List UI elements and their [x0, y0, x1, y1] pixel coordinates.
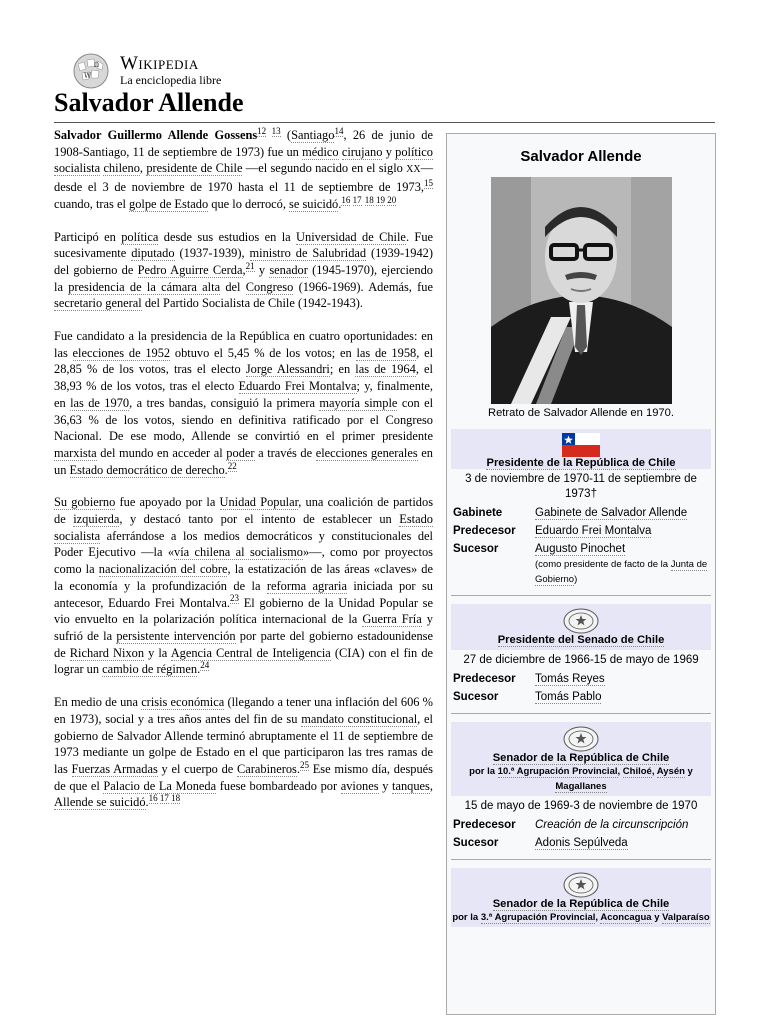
title-divider	[54, 122, 715, 123]
text: (1939-1942) del gobierno de	[54, 246, 433, 277]
text: (1937-1939),	[174, 246, 250, 261]
section-title	[451, 457, 711, 469]
ref-link[interactable]: 25	[299, 759, 309, 770]
text: por parte del gobierno estadounidense de	[54, 628, 434, 660]
text: (CIA) con el fin de lograr un	[54, 645, 434, 677]
text: y	[684, 766, 693, 777]
link-politica[interactable]: política	[121, 229, 159, 244]
paragraph-career	[54, 229, 433, 313]
text: .	[197, 662, 201, 677]
infobox-title: Salvador Allende	[520, 148, 642, 165]
ref-link[interactable]: 16	[341, 194, 351, 205]
text: (como presidente de facto de la	[535, 559, 671, 570]
wikipedia-wordmark: Wikipedia	[120, 53, 199, 74]
link-1964[interactable]: las de 1964	[355, 362, 416, 377]
text: »—, como por proyectos como la	[54, 545, 433, 577]
link-medico[interactable]: médico	[302, 144, 339, 159]
text: (1945-1970), ejerciendo la	[54, 262, 433, 294]
infobox-row	[447, 523, 715, 541]
text: iniciada por su antecesor, Eduardo Frei Montalva.	[54, 578, 433, 610]
text: por la	[452, 912, 481, 923]
section-divider	[451, 595, 711, 596]
link-santiago[interactable]: Santiago	[291, 128, 335, 142]
wikipedia-globe-logo[interactable]	[70, 52, 112, 90]
link-junta-de-gobierno[interactable]: Junta de Gobierno	[535, 559, 708, 585]
ref-link[interactable]: 12	[257, 125, 267, 136]
link-reforma-agraria[interactable]: reforma agraria	[266, 578, 347, 593]
text: , una coalición de partidos de	[54, 495, 434, 527]
link-sucesor[interactable]: Tomás Pablo	[535, 691, 602, 703]
text: del	[220, 279, 246, 294]
text: que lo derrocó,	[208, 196, 290, 211]
link-predecesor[interactable]: Tomás Reyes	[535, 673, 605, 685]
ref-link[interactable]: 24	[200, 660, 210, 671]
link-suicido[interactable]: se suicidó	[289, 196, 339, 211]
link-nacionalizacion-cobre[interactable]: nacionalización del cobre	[98, 562, 228, 577]
link-estado-derecho[interactable]: Estado democrático de derecho	[69, 462, 225, 477]
text: , a tres bandas, consiguió la primera	[129, 395, 320, 410]
link-presidente-republica[interactable]: Presidente de la República de Chile	[486, 457, 676, 469]
link-predecesor[interactable]: Eduardo Frei Montalva	[535, 525, 652, 537]
link-frei-montalva[interactable]: Eduardo Frei Montalva	[238, 379, 357, 394]
ref-link[interactable]: 16	[148, 793, 158, 804]
link-elecciones-1952[interactable]: elecciones de 1952	[72, 345, 171, 360]
link-senador-republica[interactable]: Senador de la República de Chile	[492, 898, 670, 910]
link-1958[interactable]: las de 1958	[356, 345, 417, 360]
section-senador-2-header	[451, 868, 711, 927]
link-gabinete[interactable]: Gabinete de Salvador Allende	[535, 507, 688, 519]
link-senador[interactable]: senador	[269, 262, 308, 277]
text: fue apoyado por la	[115, 495, 220, 510]
text: )	[574, 574, 578, 585]
paragraph-elections	[54, 328, 433, 478]
text: ,	[595, 912, 601, 923]
text: y	[382, 144, 396, 159]
senate-seal-icon	[562, 872, 600, 898]
text: (llegando a tener una inflación del 606 % en 1973), social y a tres años antes del fin de su	[54, 695, 433, 726]
link-mayoria-simple[interactable]: mayoría simple	[319, 395, 398, 410]
portrait-caption: Retrato de Salvador Allende en 1970.	[488, 407, 674, 419]
row-value: Creación de la circunscripción	[535, 819, 689, 831]
page-title: Salvador Allende	[54, 88, 244, 117]
ref-link[interactable]: 19	[375, 194, 385, 205]
section-subtitle	[451, 764, 711, 796]
link-presidente-de-chile[interactable]: presidente de Chile	[146, 161, 243, 176]
link-intervencion[interactable]: persistente intervención	[116, 628, 236, 643]
link-cia[interactable]: Agencia Central de Inteligencia	[170, 645, 331, 660]
ref-link[interactable]: 17	[352, 194, 362, 205]
link-agrupacion[interactable]: 3.ª Agrupación Provincial	[480, 912, 596, 923]
link-cambio-regimen[interactable]: cambio de régimen	[102, 662, 198, 677]
row-label: Gabinete	[453, 507, 503, 519]
infobox-row	[447, 505, 715, 523]
link-chileno[interactable]: chileno	[103, 161, 140, 176]
subject-name: Salvador Guillermo Allende Gossens	[54, 128, 258, 142]
term-dates: 3 de noviembre de 1970-11 de septiembre de 1973†	[465, 473, 697, 500]
text: —el segundo nacido en el siglo	[242, 161, 407, 176]
section-divider	[451, 713, 711, 714]
text: desde sus estudios en la	[158, 229, 297, 244]
section-presidente-header	[451, 429, 711, 469]
row-label: Predecesor	[453, 525, 516, 537]
row-label: Sucesor	[453, 543, 499, 555]
chile-flag-icon	[562, 433, 600, 457]
ref-link[interactable]: 21	[245, 260, 255, 271]
section-senador-1-header	[451, 722, 711, 796]
section-senado-header	[451, 604, 711, 650]
text: obtuvo el 5,45 % de los votos; en	[170, 345, 357, 360]
term-dates: 15 de mayo de 1969-3 de noviembre de 1970	[464, 800, 698, 812]
text: .	[145, 795, 149, 810]
link-richard-nixon[interactable]: Richard Nixon	[69, 645, 145, 660]
ref-link[interactable]: 17	[159, 793, 169, 804]
section-title	[451, 898, 711, 910]
link-poder[interactable]: poder	[226, 445, 255, 460]
link-allende-suicido[interactable]: Allende se suicidó	[54, 795, 146, 810]
text: por la	[469, 766, 498, 777]
paragraph-coup	[54, 694, 433, 811]
row-label: Sucesor	[453, 837, 499, 849]
ref-link[interactable]: 18	[364, 194, 374, 205]
text: Ese mismo día, después de que el	[54, 761, 433, 793]
text: .	[338, 196, 342, 211]
svg-text:Ω: Ω	[94, 62, 99, 69]
link-elecciones-generales[interactable]: elecciones generales	[315, 445, 418, 460]
infobox-row	[447, 671, 715, 689]
paragraph-intro	[54, 127, 433, 213]
text: con el 36,63 % de los votos, siendo en definitiva ratificado por el Congreso Nacional. De ese modo, Allende se convirtió en el primer presidente	[54, 395, 434, 444]
section-title	[451, 752, 711, 764]
article-body	[54, 127, 433, 827]
text: y	[651, 912, 663, 923]
link-aconcagua[interactable]: Aconcagua	[600, 912, 652, 923]
wikipedia-tagline: La enciclopedia libre	[120, 73, 222, 87]
text: del Partido Socialista de Chile (1942-1943).	[141, 296, 363, 311]
link-fuerzas-armadas[interactable]: Fuerzas Armadas	[71, 761, 158, 776]
link-izquierda[interactable]: izquierda	[73, 512, 120, 527]
ref-link[interactable]: 14	[334, 125, 344, 136]
link-agrupacion[interactable]: 10.ª Agrupación Provincial	[497, 766, 618, 777]
link-universidad-de-chile[interactable]: Universidad de Chile	[296, 229, 406, 244]
text: , y destacó tanto por el intento de establecer un	[119, 512, 400, 527]
senate-seal-icon	[562, 608, 600, 634]
text: (1966-1969). Además, fue	[293, 279, 434, 294]
ref-link[interactable]: 22	[227, 460, 237, 471]
text: . Fue sucesivamente	[54, 229, 434, 261]
text: ; y, finalmente, en	[54, 379, 433, 410]
text: , el 28,85 % de los votos, tras el electo	[54, 345, 434, 377]
link-ministro[interactable]: ministro de Salubridad	[249, 246, 367, 261]
text: — desde el 3 de noviembre de 1970 hasta el 11 de septiembre de 1973,	[54, 161, 434, 195]
link-congreso[interactable]: Congreso	[245, 279, 294, 294]
text: .	[224, 462, 228, 477]
ref-link[interactable]: 15	[424, 177, 433, 188]
link-1970[interactable]: las de 1970	[70, 395, 130, 410]
ref-link[interactable]: 13	[271, 125, 281, 136]
text: ,	[242, 262, 246, 277]
row-label: Predecesor	[453, 819, 516, 831]
text: aferrándose a los medios democráticos y constitucionales del Poder Ejecutivo —la «	[54, 528, 433, 560]
infobox	[446, 133, 716, 1015]
link-via-chilena[interactable]: vía chilena al socialismo	[174, 545, 303, 560]
text: cuando, tras el	[54, 196, 130, 211]
link-senador-republica[interactable]: Senador de la República de Chile	[492, 752, 670, 764]
link-chiloe[interactable]: Chiloé	[622, 766, 652, 777]
link-socialista[interactable]: socialista	[54, 161, 101, 176]
text: del mundo en acceder al	[96, 445, 227, 460]
senate-seal-icon	[562, 726, 600, 752]
link-diputado[interactable]: diputado	[131, 246, 175, 261]
ref-link[interactable]: 18	[171, 793, 181, 804]
paragraph-government	[54, 494, 433, 678]
section-title	[451, 634, 711, 650]
text: , la estatización de las áreas «claves» de la economía y la profundización de la	[54, 562, 434, 593]
text: Participó en	[54, 229, 122, 244]
link-carabineros[interactable]: Carabineros	[237, 761, 297, 776]
term-dates: 27 de diciembre de 1966-15 de mayo de 1969	[463, 654, 699, 666]
link-golpe[interactable]: golpe de Estado	[129, 196, 209, 211]
link-palacio-moneda[interactable]: Palacio de La Moneda	[103, 778, 217, 793]
text: a través de	[254, 445, 316, 460]
text: , 26 de junio de 1908-Santiago, 11 de septiembre de 1973) fue un	[54, 128, 433, 159]
link-su-gobierno[interactable]: Su gobierno	[54, 495, 116, 510]
text: (	[280, 128, 292, 142]
infobox-row	[447, 541, 715, 589]
section-subtitle	[451, 910, 711, 927]
text: en un	[54, 445, 433, 477]
link-valparaiso[interactable]: Valparaíso	[662, 912, 710, 923]
infobox-row	[447, 689, 715, 707]
link-crisis-economica[interactable]: crisis económica	[141, 695, 225, 710]
section-divider	[451, 859, 711, 860]
row-label: Sucesor	[453, 691, 499, 703]
link-aysen[interactable]: Aysén	[656, 766, 685, 777]
text: y	[378, 778, 393, 793]
infobox-row	[447, 817, 715, 835]
text: ,	[139, 161, 147, 176]
portrait-photo[interactable]	[491, 177, 672, 404]
link-presidente-senado[interactable]: Presidente del Senado de Chile	[497, 634, 665, 646]
link-sucesor[interactable]: Augusto Pinochet	[535, 543, 626, 555]
text: fuese bombardeado por	[216, 778, 341, 793]
text: ,	[617, 766, 623, 777]
link-sucesor[interactable]: Adonis Sepúlveda	[535, 837, 628, 849]
text: y sufrió de la	[54, 612, 433, 643]
century-numeral: XX	[406, 164, 421, 176]
link-aguirre-cerda[interactable]: Pedro Aguirre Cerda	[137, 262, 243, 277]
ref-link[interactable]: 23	[230, 593, 240, 604]
text: y el cuerpo de	[157, 761, 237, 776]
infobox-row	[447, 835, 715, 853]
link-estado-socialista[interactable]: Estado socialista	[54, 512, 433, 543]
text: y la	[144, 645, 171, 660]
text: , el gobierno de Salvador Allende terminó abruptamente el 11 de septiembre de 1973 mediante un golpe de Estado en el que participaron las tres ramas de las	[54, 711, 433, 776]
ref-link[interactable]: 20	[387, 194, 397, 205]
text: ,	[651, 766, 657, 777]
text: Fue candidato a la presidencia de la República en cuatro oportunidades: en las	[54, 329, 433, 360]
link-alessandri[interactable]: Jorge Alessandri	[245, 362, 330, 377]
link-mandato-constitucional[interactable]: mandato constitucional	[301, 711, 418, 726]
link-magallanes[interactable]: Magallanes	[555, 781, 607, 792]
link-guerra-fria[interactable]: Guerra Fría	[362, 612, 422, 627]
text: ,	[429, 778, 433, 793]
link-tanques[interactable]: tanques	[392, 778, 430, 793]
text: y	[254, 262, 270, 277]
link-marxista[interactable]: marxista	[54, 445, 97, 460]
text: .	[296, 761, 300, 776]
text: El gobierno de la Unidad Popular se vio envuelto en la polarización política internacional de la	[54, 595, 433, 627]
link-secretario-general[interactable]: secretario general	[54, 296, 142, 311]
row-label: Predecesor	[453, 673, 516, 685]
link-cirujano[interactable]: cirujano	[341, 144, 383, 159]
link-unidad-popular[interactable]: Unidad Popular	[219, 495, 299, 510]
text: ; en	[329, 362, 356, 377]
text: , el 38,93 % de los votos, tras el electo	[54, 362, 433, 394]
link-aviones[interactable]: aviones	[340, 778, 379, 793]
text: En medio de una	[54, 695, 142, 710]
sucesor-note	[535, 559, 707, 586]
link-presidencia-camara[interactable]: presidencia de la cámara alta	[68, 279, 221, 294]
link-politico[interactable]: político	[395, 144, 433, 159]
svg-text:W: W	[84, 72, 92, 80]
